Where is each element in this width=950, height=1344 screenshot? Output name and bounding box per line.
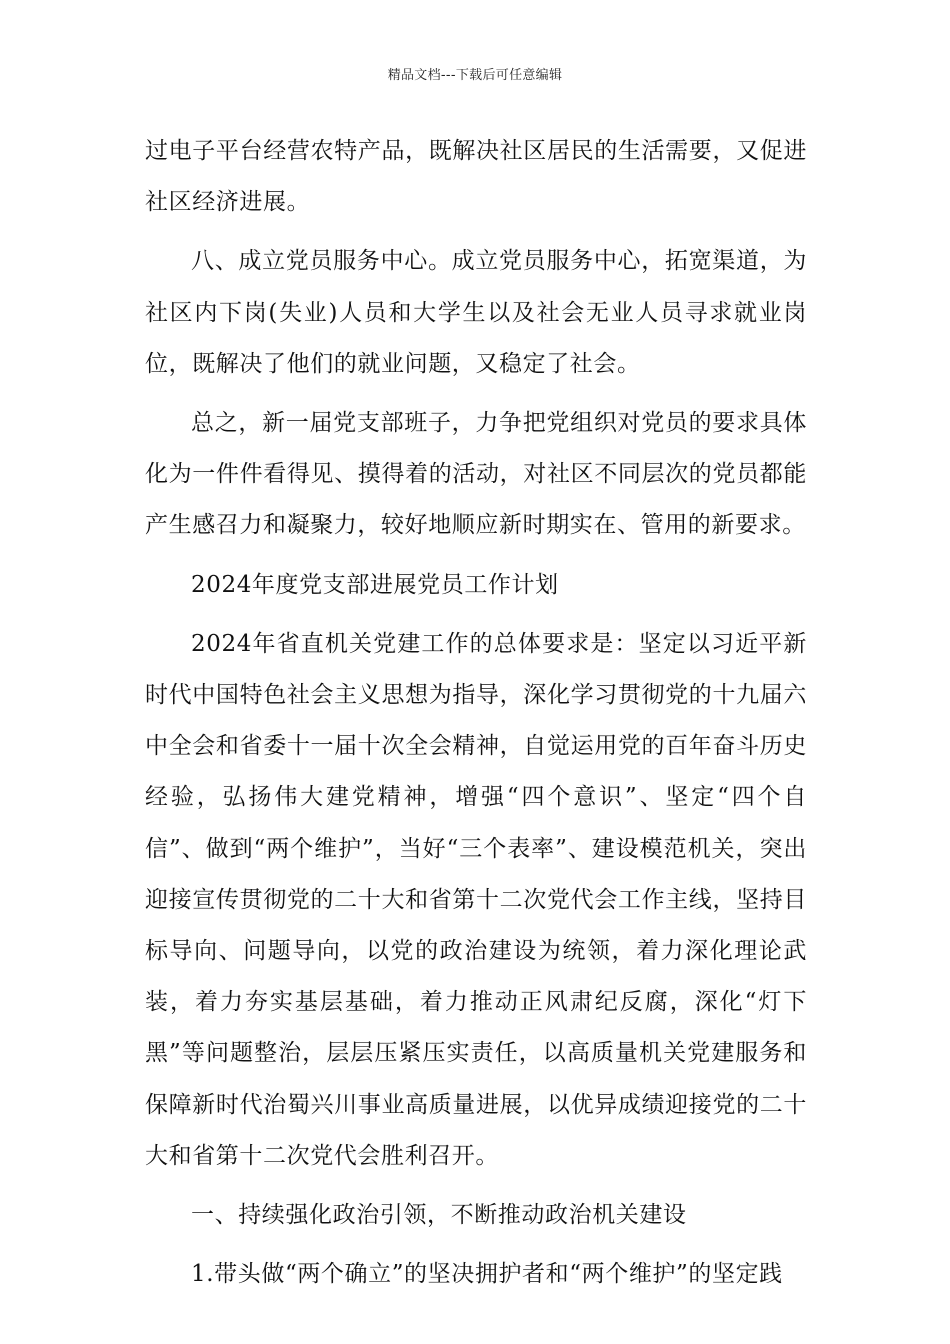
paragraph-continuation: 过电子平台经营农特产品，既解决社区居民的生活需要，又促进社区经济进展。 (145, 138, 807, 216)
paragraph-general-requirements: 2024年省直机关党建工作的总体要求是：坚定以习近平新时代中国特色社会主义思想为指导，深化学习贯彻党的十九届六中全会和省委十一届十次全会精神，自觉运用党的百年奋斗历史经验，弘扬伟大建党精神，增强“四个意识”、坚定“四个自信”、做到“两个维护”，当好“三个表率”、建设模范机关，突出迎接宣传贯彻党的二十大和省第十二次党代会工作主线，坚持目标导向、问题导向，以党的政治建设为统领，着力深化理论武装，着力夯实基层基础，着力推动正风肃纪反腐，深化“灯下黑”等问题整治，层层压紧压实责任，以高质量机关党建服务和保障新时代治蜀兴川事业高质量进展，以优异成绩迎接党的二十大和省第十二次党代会胜利召开。 (145, 630, 807, 1169)
subsection-item-one: 1.带头做“两个确立”的坚决拥护者和“两个维护”的坚定践 (191, 1261, 783, 1288)
section-heading-one: 一、持续强化政治引领，不断推动政治机关建设 (191, 1202, 687, 1229)
document-body (145, 126, 807, 1300)
paragraph-summary: 总之，新一届党支部班子，力争把党组织对党员的要求具体化为一件件看得见、摸得着的活动，对社区不同层次的党员都能产生感召力和凝聚力，较好地顺应新时期实在、管用的新要求。 (145, 410, 807, 539)
document-title: 2024年度党支部进展党员工作计划 (191, 571, 559, 598)
page-header: 精品文档---下载后可任意编辑 (387, 68, 563, 83)
paragraph-section-eight: 八、成立党员服务中心。成立党员服务中心，拓宽渠道，为社区内下岗(失业)人员和大学生以及社会无业人员寻求就业岗位，既解决了他们的就业问题，又稳定了社会。 (145, 248, 807, 377)
